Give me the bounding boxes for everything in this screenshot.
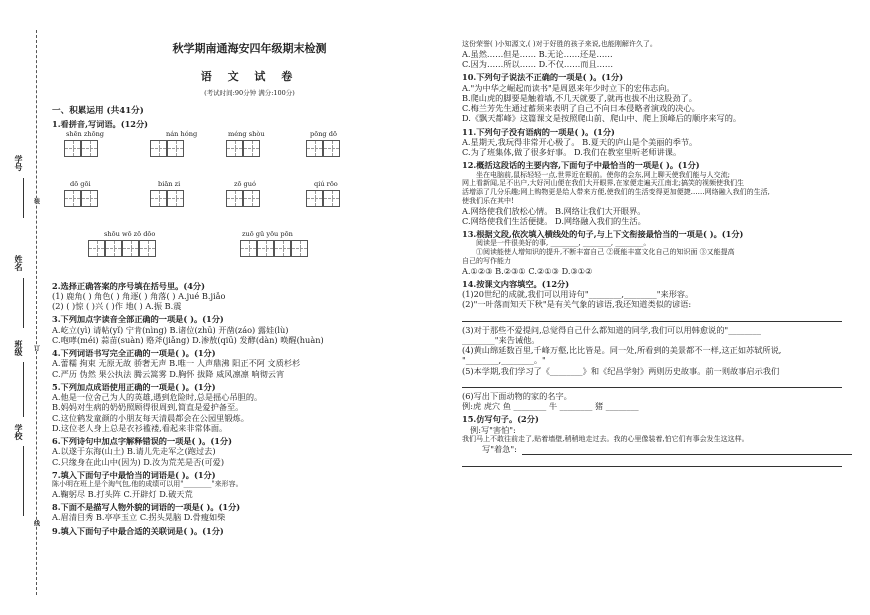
q8-prompt: 8.下面不是描写人物外貌的词语的一项是( )。(1分) — [52, 502, 241, 513]
q14-prompt: 14.按课文内容填空。(12分) — [462, 278, 570, 289]
char-grid[interactable] — [306, 140, 340, 157]
pinyin: shōu wō zō dōo — [104, 229, 156, 238]
q12-passage-4: 使我们乐在其中! — [462, 196, 514, 205]
q10-option-c: C.梅兰芳先生通过蓄须来表明了自己不向日本侵略者演戏的决心。 — [462, 103, 700, 113]
q9-option-ab: A.虽然……但是…… B.无论……还是…… — [462, 48, 613, 59]
binding-mark-2: 订 — [32, 345, 40, 351]
pinyin: méng shòu — [228, 129, 265, 138]
char-grid[interactable] — [150, 190, 184, 207]
char-grid[interactable] — [226, 190, 260, 207]
q14-answer-line-2[interactable] — [462, 313, 842, 322]
q6-prompt: 6.下列诗句中加点字解释错误的一项是( )。(1分) — [52, 436, 232, 447]
q3-prompt: 3.下列加点字读音全部正确的一项是( )。(1分) — [52, 314, 224, 325]
char-grid[interactable] — [226, 140, 260, 157]
q13-prompt: 13.根据文段,依次填入横线处的句子,与上下文衔接最恰当的一项是( )。(1分) — [462, 229, 744, 239]
label-class: 班级 — [14, 340, 24, 356]
q14-item-5: (5)本学期,我们学习了《________》和《纪昌学射》两则历史故事。前一则故事启示我们 — [462, 365, 780, 376]
name-line[interactable] — [23, 278, 24, 328]
q15-answer-line-2[interactable] — [462, 458, 842, 467]
q2-line-1: (1) 鹿角( ) 角色( ) 角逐( ) 角落( ) A.jué B.jiǎo — [52, 290, 226, 301]
binding-margin — [0, 0, 48, 615]
school-line[interactable] — [23, 446, 24, 516]
q13-options: A.①②③ B.②③① C.②①③ D.③①② — [462, 265, 593, 276]
exam-subtitle: 语 文 试 卷 — [200, 69, 299, 83]
pinyin: dō gōi — [70, 179, 91, 188]
pinyin-row-2 — [52, 180, 447, 230]
q12-passage-2: 网上看新闻,足不出户,大好河山便在我们大开眼界,在家便走遍天江南北;搞笑的视频使我们生 — [462, 179, 745, 188]
binding-mark-3: 线 — [32, 520, 40, 526]
q2-prompt: 2.选择正确答案的序号填在括号里。(4分) — [52, 280, 205, 291]
q14-item-1: (1)20世纪的成就,我们可以用诗句"________,________"来形容。 — [462, 289, 694, 299]
q9-option-cd: C.因为……所以…… D.不仅……而且…… — [462, 59, 614, 69]
q12-passage-3: 活增添了几分乐趣;网上购物更是给人带来方便,使我们的生活变得更加便捷……网络融入我们的生活, — [462, 188, 770, 196]
char-grid[interactable] — [240, 240, 308, 257]
q15-example: 例:写"害怕": — [470, 424, 516, 435]
exam-title: 秋学期南通海安四年级期末检测 — [172, 42, 327, 55]
pinyin: shēn zhōng — [66, 129, 105, 138]
char-grid[interactable] — [306, 190, 340, 207]
q4-option-ab: A.蕾糯 拘束 无原无故 骄奢无声 B.唯一 人声鼎沸 阳正不阿 文质杉杉 — [52, 358, 301, 369]
char-grid[interactable] — [64, 140, 98, 157]
q13-passage-1: 阅读是一件很美好的事, ________, ________, ________。 — [476, 239, 651, 248]
binding-mark-1: 装 — [32, 198, 40, 204]
q15-answer-line[interactable] — [522, 446, 852, 455]
pinyin: qiú rōo — [314, 179, 338, 188]
q7-prompt: 7.填入下面句子中最恰当的词语是( )。(1分) — [52, 469, 216, 480]
char-grid[interactable] — [88, 240, 156, 257]
q12-prompt: 12.概括这段话的主要内容,下面句子中最恰当的一项是( )。(1分) — [462, 160, 700, 171]
q10-prompt: 10.下列句子说法不正确的一项是( )。(1分) — [462, 72, 624, 83]
pinyin: zuō gū yōu pōn — [242, 229, 293, 238]
pinyin-row-1 — [52, 130, 447, 180]
q12-option-ab: A.网络使我们放松心情。 B.网络让我们大开眼界。 — [462, 205, 646, 216]
label-school: 学校 — [14, 424, 24, 440]
pinyin: nán hóng — [166, 129, 198, 138]
q14-answer-line-5[interactable] — [462, 379, 842, 388]
q14-item-3b: ________"来告诫他。 — [462, 334, 540, 345]
pinyin-row-3 — [52, 230, 447, 278]
q11-prompt: 11.下列句子没有语病的一项是( )。(1分) — [462, 126, 615, 137]
q5-prompt: 5.下列加点成语使用正确的一项是( )。(1分) — [52, 381, 216, 392]
q12-option-cd: C.网络使我们生活便捷。 D.网络融入我们的生活。 — [462, 215, 646, 226]
class-line[interactable] — [23, 362, 24, 417]
q15-task: 写"着急": — [482, 443, 517, 454]
q10-option-a: A."为中华之崛起而读书"是周恩来年少时立下的宏伟志向。 — [462, 82, 675, 93]
q14-item-3: (3)对于那些不爱提问,总觉得自己什么都知道的同学,我们可以用韩愈说的"________ — [462, 324, 761, 335]
q14-item-4b: "________,________。" — [462, 355, 546, 366]
q14-item-2: (2)"一叶落而知天下秋"是有关气象的谚语,我还知道类似的谚语: — [462, 299, 692, 310]
q13-passage-3: 自己的写作能力 — [462, 256, 511, 265]
left-column — [52, 0, 447, 536]
right-column — [462, 40, 842, 467]
q15-passage: 我们马上不敢往前走了,贴着墙壁,稍稍地走过去。我的心里像装着,怕它们有事会发生这这样。 — [462, 434, 749, 443]
pinyin: biān zi — [158, 179, 181, 188]
section-heading: 一、积累运用 (共41分) — [52, 105, 144, 116]
q14-item-6b: 例:虎 虎穴 鱼 ________ 牛 ________ 猪 ________ — [462, 401, 639, 411]
q13-passage-2: ①阅读能使人增知识的提升,不断丰富自己 ②既能丰富文化自己的知识面 ③又能提高 — [476, 248, 735, 256]
q12-passage-1: 坐在电脑前,鼠标轻轻一点,世界近在眼前。使你的会东,网上聊天使我们能与人交流; — [476, 170, 731, 179]
char-grid[interactable] — [150, 140, 184, 157]
q10-option-b: B.爬山虎的脚要是触着墙,不几天就要了,就再也拔不出这股劲了。 — [462, 92, 697, 103]
q11-option-cd: C.为了班集体,做了很多好事。 D.我们在教室里听老师讲课。 — [462, 147, 682, 157]
q5-option-b: B.妈妈对生病的奶奶照顾得很周到,简直是爱护备至。 — [52, 402, 244, 413]
exam-info: (考试时间:90分钟 满分:100分) — [204, 88, 295, 97]
q15-prompt: 15.仿写句子。(2分) — [462, 414, 539, 425]
q6-option-ab: A.以遂于东海(山土) B.请儿先走军之(跑过去) — [52, 446, 216, 457]
q7-options: A.鞠躬尽 B.打头阵 C.开辟灯 D.破天荒 — [52, 488, 193, 499]
binding-dashed-line — [36, 30, 37, 595]
q1-prompt: 1.看拼音,写词语。(12分) — [52, 119, 149, 130]
char-grid[interactable] — [64, 190, 98, 207]
q3-option-ab: A.屹立(yì) 请帖(yǐ) 宁肯(nìng) B.诸位(zhū) 开凿(záo) 露娃(lù) — [52, 324, 289, 335]
q4-prompt: 4.下列词语书写完全正确的一项是( )。(1分) — [52, 348, 216, 359]
q5-option-d: D.这位老人身上总是衣衫褴褛,看起来非常体面。 — [52, 422, 228, 433]
q8-options: A.眉清目秀 B.亭亭玉立 C.拐头晃脑 D.骨瘦如柴 — [52, 512, 226, 523]
q11-option-ab: A.星期天,我玩得非常开心极了。 B.夏天的庐山是个美丽的季节。 — [462, 136, 698, 147]
q10-option-d: D.《飘天都峰》这篇课文是按照爬山前、爬山中、爬上顶峰后的顺序来写的。 — [462, 113, 742, 124]
q9-continuation: 这份荣誉( )小知源文,( )对于好胜的孩子来说,也能刚解许久了。 — [462, 40, 657, 48]
q7-sentence: 陈小明在班上是个淘气包,他的成绩可以用"________"来形容。 — [52, 480, 243, 489]
q14-item-4: (4)黄山绵延数百里,千峰万壑,比比皆是。同一处,所看到的美景都不一样,这正如苏轼所说, — [462, 345, 782, 355]
q14-item-6: (6)写出下面动物的家的名字。 — [462, 390, 572, 401]
q2-line-2: (2) ( )惊 ( )兴 ( )作 地( ) A.振 B.震 — [52, 301, 182, 312]
pinyin: zō guó — [234, 179, 256, 188]
q5-option-a: A.他是一位舍己为人的英雄,遇到危险时,总是摇心吊胆的。 — [52, 392, 263, 403]
label-student-id: 学号 — [14, 155, 24, 171]
q3-option-cd: C.咆哮(méi) 蒜苗(suàn) 赂斧(jiǎng) D.渗敖(qiū) 发酵(dàn) 唤醒(huàn) — [52, 334, 324, 345]
pinyin: pōng dō — [310, 129, 337, 138]
label-name: 姓名 — [14, 255, 24, 271]
q6-option-cd: C.只缘身在此山中(因为) D.汝为荒芜是否(可爱) — [52, 456, 225, 467]
q5-option-c: C.这位鹤发童颜的小朋友每天清晨都会在公园里锻炼。 — [52, 412, 249, 423]
q9-prompt: 9.填入下面句子中最合适的关联词是( )。(1分) — [52, 525, 224, 536]
q4-option-cd: C.严历 伪然 果公执法 腾云篙雾 D.胸怀 拔降 威风凛凛 响彻云宵 — [52, 368, 285, 379]
student-id-line[interactable] — [23, 178, 24, 218]
